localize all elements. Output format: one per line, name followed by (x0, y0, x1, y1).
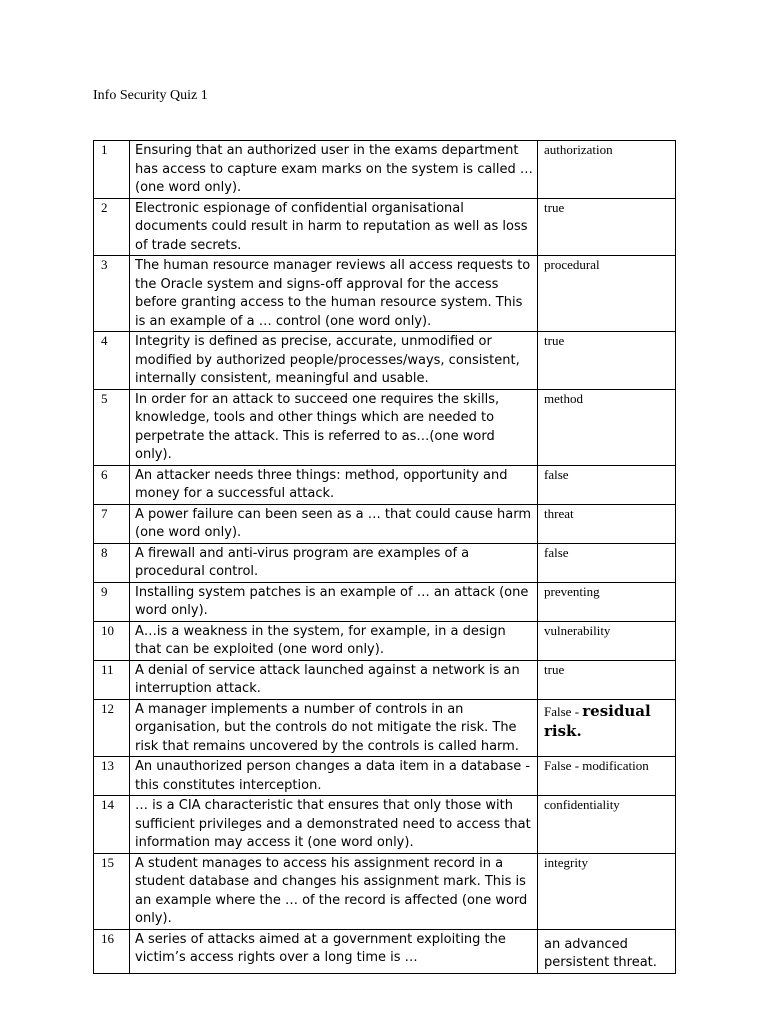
answer-text: authorization (538, 141, 676, 199)
table-row (94, 621, 676, 660)
table-row (94, 198, 676, 256)
question-text: … is a CIA characteristic that ensures that only those with sufficient privileges and a demonstrated need to access that information may access it (one word only). (130, 796, 538, 854)
answer-text: False - modification (538, 757, 676, 796)
answer-text: threat (538, 504, 676, 543)
question-text: A manager implements a number of controls in an organisation, but the controls do not mitigate the risk. The risk that remains uncovered by the controls is called harm. (130, 699, 538, 757)
question-number: 2 (94, 198, 130, 256)
table-row (94, 332, 676, 390)
answer-text: vulnerability (538, 621, 676, 660)
answer-text: procedural (538, 256, 676, 332)
question-number: 14 (94, 796, 130, 854)
table-row (94, 929, 676, 973)
question-text: A denial of service attack launched against a network is an interruption attack. (130, 660, 538, 699)
question-number: 11 (94, 660, 130, 699)
question-number: 10 (94, 621, 130, 660)
question-text: The human resource manager reviews all access requests to the Oracle system and signs-off approval for the access before granting access to the human resource system. This is an example of a … control (one word only). (130, 256, 538, 332)
table-row (94, 256, 676, 332)
answer-text: an advanced persistent threat. (538, 929, 676, 973)
answer-text: preventing (538, 582, 676, 621)
table-row (94, 504, 676, 543)
question-number: 1 (94, 141, 130, 199)
answer-text: false (538, 543, 676, 582)
table-row (94, 141, 676, 199)
answer-text: False - (544, 703, 583, 719)
answer-text: false (538, 465, 676, 504)
question-number: 15 (94, 853, 130, 929)
question-text: Ensuring that an authorized user in the exams department has access to capture exam marks on the system is called … (one word only). (130, 141, 538, 199)
document-title: Info Security Quiz 1 (93, 88, 208, 103)
question-number: 4 (94, 332, 130, 390)
answer-text: true (538, 660, 676, 699)
table-row (94, 465, 676, 504)
answer-text: confidentiality (538, 796, 676, 854)
question-number: 5 (94, 389, 130, 465)
answer-text: true (538, 332, 676, 390)
answer-cell (538, 699, 676, 757)
question-number: 16 (94, 929, 130, 973)
quiz-table (93, 140, 676, 974)
question-text: A power failure can been seen as a … that could cause harm (one word only). (130, 504, 538, 543)
question-number: 13 (94, 757, 130, 796)
question-text: A student manages to access his assignment record in a student database and changes his assignment mark. This is an example where the … of the record is affected (one word only). (130, 853, 538, 929)
table-row (94, 389, 676, 465)
question-text: Electronic espionage of confidential organisational documents could result in harm to reputation as well as loss of trade secrets. (130, 198, 538, 256)
question-text: Integrity is defined as precise, accurate, unmodified or modified by authorized people/processes/ways, consistent, internally consistent, meaningful and usable. (130, 332, 538, 390)
answer-text: integrity (538, 853, 676, 929)
question-text: An attacker needs three things: method, opportunity and money for a successful attack. (130, 465, 538, 504)
answer-text: method (538, 389, 676, 465)
question-text: Installing system patches is an example of … an attack (one word only). (130, 582, 538, 621)
table-row (94, 699, 676, 757)
answer-text: true (538, 198, 676, 256)
question-text: A…is a weakness in the system, for example, in a design that can be exploited (one word only). (130, 621, 538, 660)
table-row (94, 660, 676, 699)
table-row (94, 582, 676, 621)
question-text: An unauthorized person changes a data item in a database - this constitutes interception. (130, 757, 538, 796)
question-number: 8 (94, 543, 130, 582)
question-number: 9 (94, 582, 130, 621)
question-text: A firewall and anti-virus program are examples of a procedural control. (130, 543, 538, 582)
question-text: In order for an attack to succeed one requires the skills, knowledge, tools and other things which are needed to perpetrate the attack. This is referred to as…(one word only). (130, 389, 538, 465)
question-number: 6 (94, 465, 130, 504)
question-text: A series of attacks aimed at a government exploiting the victim’s access rights over a long time is … (130, 929, 538, 973)
answer-correction: residual risk. (544, 701, 651, 740)
table-row (94, 543, 676, 582)
question-number: 7 (94, 504, 130, 543)
question-number: 12 (94, 699, 130, 757)
table-row (94, 757, 676, 796)
table-row (94, 796, 676, 854)
question-number: 3 (94, 256, 130, 332)
table-row (94, 853, 676, 929)
